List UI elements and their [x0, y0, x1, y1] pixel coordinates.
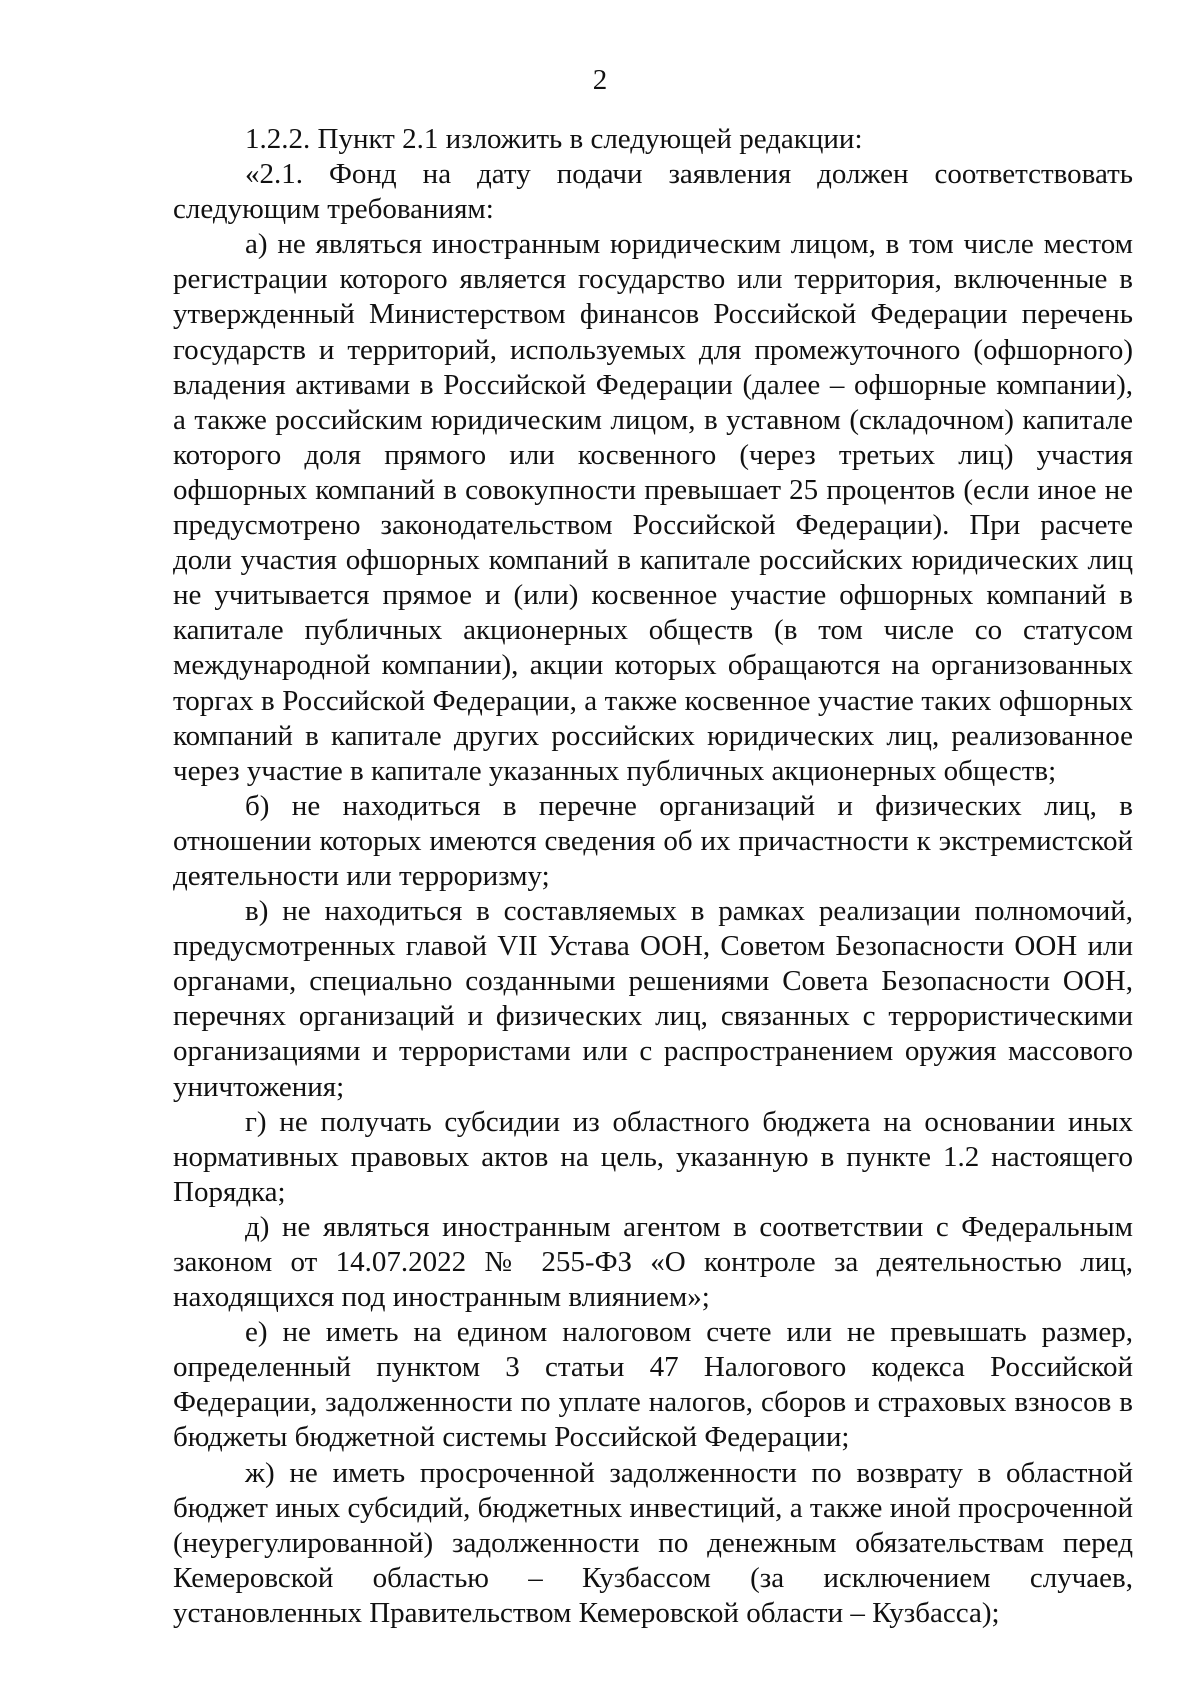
- paragraph-g: г) не получать субсидии из областного бюджета на основании иных нормативных правовых актов на цель, указанную в пункте 1.2 настоящего Порядка;: [173, 1105, 1133, 1208]
- paragraph-b: б) не находиться в перечне организаций и физических лиц, в отношении которых имеются сведения об их причастности к экстремистской деятельности или терроризму;: [173, 789, 1133, 892]
- paragraph-d: д) не являться иностранным агентом в соответствии с Федеральным законом от 14.07.2022 № 255-ФЗ «О контроле за деятельностью лиц, находящихся под иностранным влиянием»;: [173, 1210, 1133, 1314]
- paragraph-v: в) не находиться в составляемых в рамках реализации полномочий, предусмотренных главой VII Устава ООН, Советом Безопасности ООН или органами, специально созданными решениями Совета Безопасности ООН, перечнях организаций и физических лиц, связанных с террористическими организациями и террористами или с распространением оружия массового уничтожения;: [173, 895, 1133, 1103]
- page-number: 2: [592, 64, 608, 96]
- paragraph-zh: ж) не иметь просроченной задолженности по возврату в областной бюджет иных субсидий, бюджетных инвестиций, а также иной просроченной (неурегулированной) задолженности по денежным обязательствам перед Кемеровской областью – Кузбассом (за исключением случаев, установленных Правительством Кемеровской области – Кузбасса);: [173, 1456, 1133, 1629]
- paragraph-2-1: «2.1. Фонд на дату подачи заявления должен соответствовать следующим требованиям:: [173, 158, 1133, 226]
- paragraph-1-2-2: 1.2.2. Пункт 2.1 изложить в следующей редакции:: [245, 123, 863, 155]
- document-body: [173, 122, 1133, 1631]
- paragraph-e: е) не иметь на едином налоговом счете или не превышать размер, определенный пунктом 3 статьи 47 Налогового кодекса Российской Федерации, задолженности по уплате налогов, сборов и страховых взносов в бюджеты бюджетной системы Российской Федерации;: [173, 1316, 1133, 1454]
- paragraph-a: а) не являться иностранным юридическим лицом, в том числе местом регистрации которого является государство или территория, включенные в утвержденный Министерством финансов Российской Федерации перечень государств и территорий, используемых для промежуточного (офшорного) владения активами в Российской Федерации (далее – офшорные компании), а также российским юридическим лицом, в уставном (складочном) капитале которого доля прямого или косвенного (через третьих лиц) участия офшорных компаний в совокупности превышает 25 процентов (если иное не предусмотрено законодательством Российской Федерации). При расчете доли участия офшорных компаний в капитале российских юридических лиц не учитывается прямое и (или) косвенное участие офшорных компаний в капитале публичных акционерных обществ (в том числе со статусом международной компании), акции которых обращаются на организованных торгах в Российской Федерации, а также косвенное участие таких офшорных компаний в капитале других российских юридических лиц, реализованное через участие в капитале указанных публичных акционерных обществ;: [173, 228, 1133, 787]
